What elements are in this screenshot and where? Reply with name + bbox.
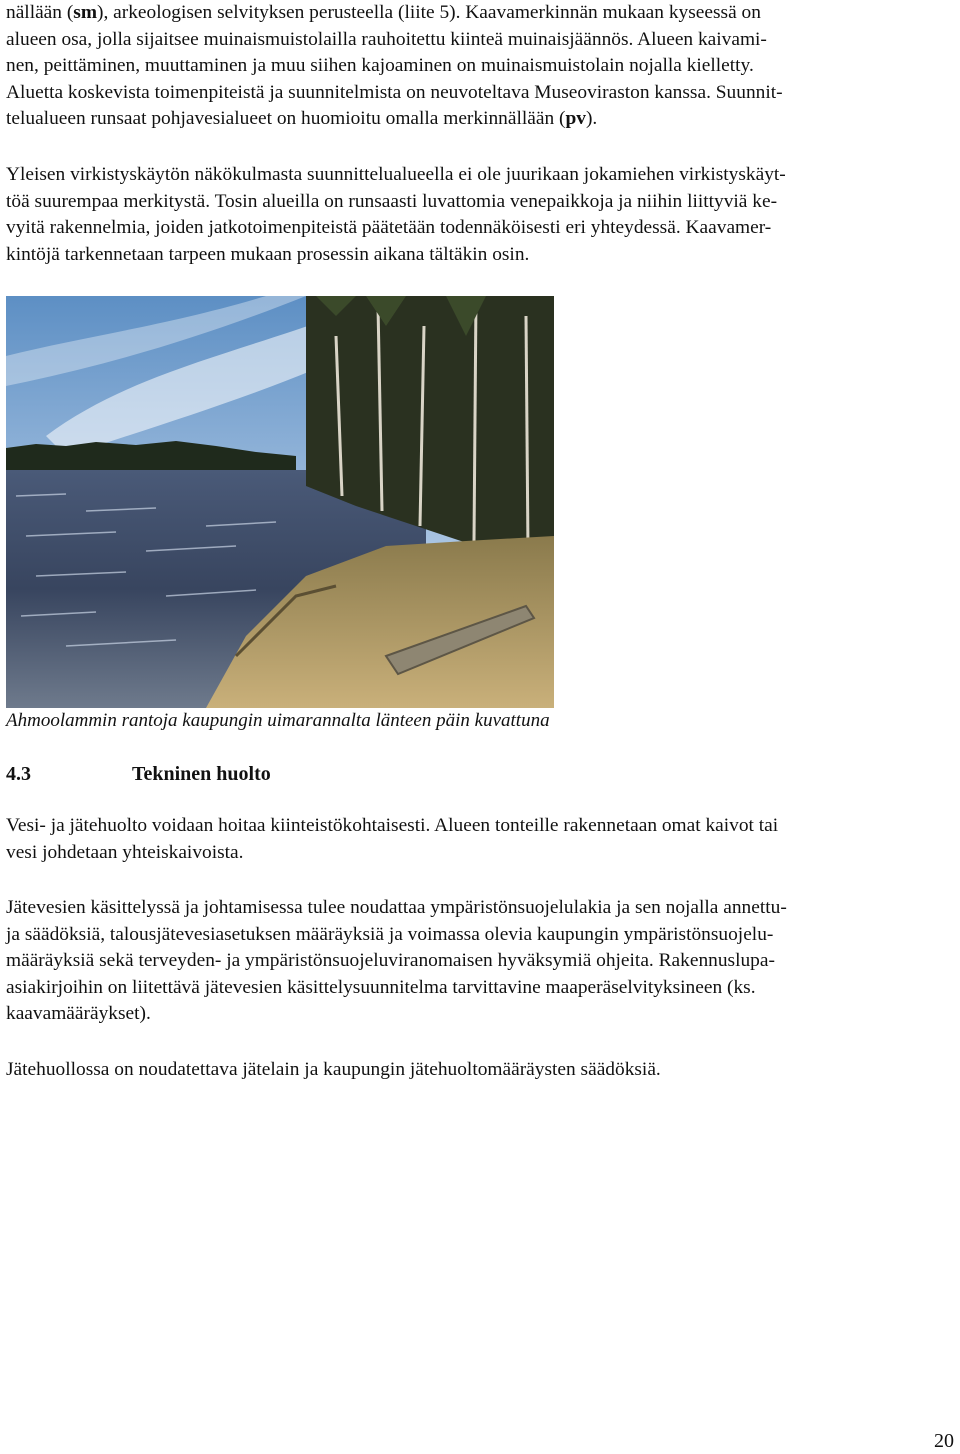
page-number: 20 — [934, 1430, 954, 1452]
paragraph-antiquities — [6, 0, 954, 133]
text-line: vyitä rakennelmia, joiden jatkotoimenpiteistä päätetään todennäköisesti eri yhteydessä. Kaavamer- — [6, 217, 772, 238]
text-line: määräyksiä sekä terveyden- ja ympäristönsuojeluviranomaisen hyväksymiä ohjeita. Rakennuslupa- — [6, 950, 775, 971]
bold-marking-sm: sm — [73, 2, 97, 23]
text-line: Jätehuollossa on noudatettava jätelain ja kaupungin jätehuoltomääräysten säädöksiä. — [6, 1059, 661, 1080]
lake-shore-photo — [6, 296, 554, 708]
text-line: nällään (sm), arkeologisen selvityksen perusteella (liite 5). Kaavamerkinnän mukaan kyseessä on — [6, 2, 761, 23]
text-line: Jätevesien käsittelyssä ja johtamisessa tulee noudattaa ympäristönsuojelulakia ja sen nojalla annettu- — [6, 897, 787, 918]
paragraph-water-supply — [6, 813, 954, 866]
text-line: nen, peittäminen, muuttaminen ja muu siihen kajoaminen on muinaismuistolain nojalla kielletty. — [6, 55, 754, 76]
section-heading — [6, 760, 271, 788]
photo-caption: Ahmoolammin rantoja kaupungin uimarannalta länteen päin kuvattuna — [6, 710, 550, 731]
text-line: kaavamääräykset). — [6, 1003, 151, 1024]
paragraph-waste-management — [6, 1057, 954, 1084]
text-line: Vesi- ja jätehuolto voidaan hoitaa kiinteistökohtaisesti. Alueen tonteille rakennetaan omat kaivot tai — [6, 815, 779, 836]
text-line: Aluetta koskevista toimenpiteistä ja suunnitelmista on neuvoteltava Museoviraston kanssa. Suunnit- — [6, 81, 783, 103]
paragraph-recreation — [6, 162, 954, 268]
text-line: Yleisen virkistyskäytön näkökulmasta suunnittelualueella ei ole juurikaan jokamiehen virkistyskäyt- — [6, 164, 786, 185]
text-line: asiakirjoihin on liitettävä jätevesien käsittelysuunnitelma tarvittavine maaperäselvityksineen (ks. — [6, 976, 756, 998]
text-line: telualueen runsaat pohjavesialueet on huomioitu omalla merkinnällään (pv). — [6, 108, 598, 129]
text-line: vesi johdetaan yhteiskaivoista. — [6, 841, 244, 863]
bold-marking-pv: pv — [565, 108, 586, 129]
text-line: töä suurempaa merkitystä. Tosin alueilla on runsaasti luvattomia venepaikkoja ja niihin liittyviä ke- — [6, 190, 778, 212]
section-title: Tekninen huolto — [132, 763, 271, 785]
lake-shore-illustration — [6, 296, 554, 708]
text-line: alueen osa, jolla sijaitsee muinaismuistolailla rauhoitettu kiinteä muinaisjäännös. Alueen kaivami- — [6, 28, 767, 50]
section-number: 4.3 — [6, 763, 31, 785]
text-line: ja säädöksiä, talousjätevesiasetuksen määräyksiä ja voimassa olevia kaupungin ympäristönsuojelu- — [6, 923, 774, 945]
text-line: kintöjä tarkennetaan tarpeen mukaan prosessin aikana tältäkin osin. — [6, 243, 530, 265]
paragraph-wastewater — [6, 895, 954, 1028]
